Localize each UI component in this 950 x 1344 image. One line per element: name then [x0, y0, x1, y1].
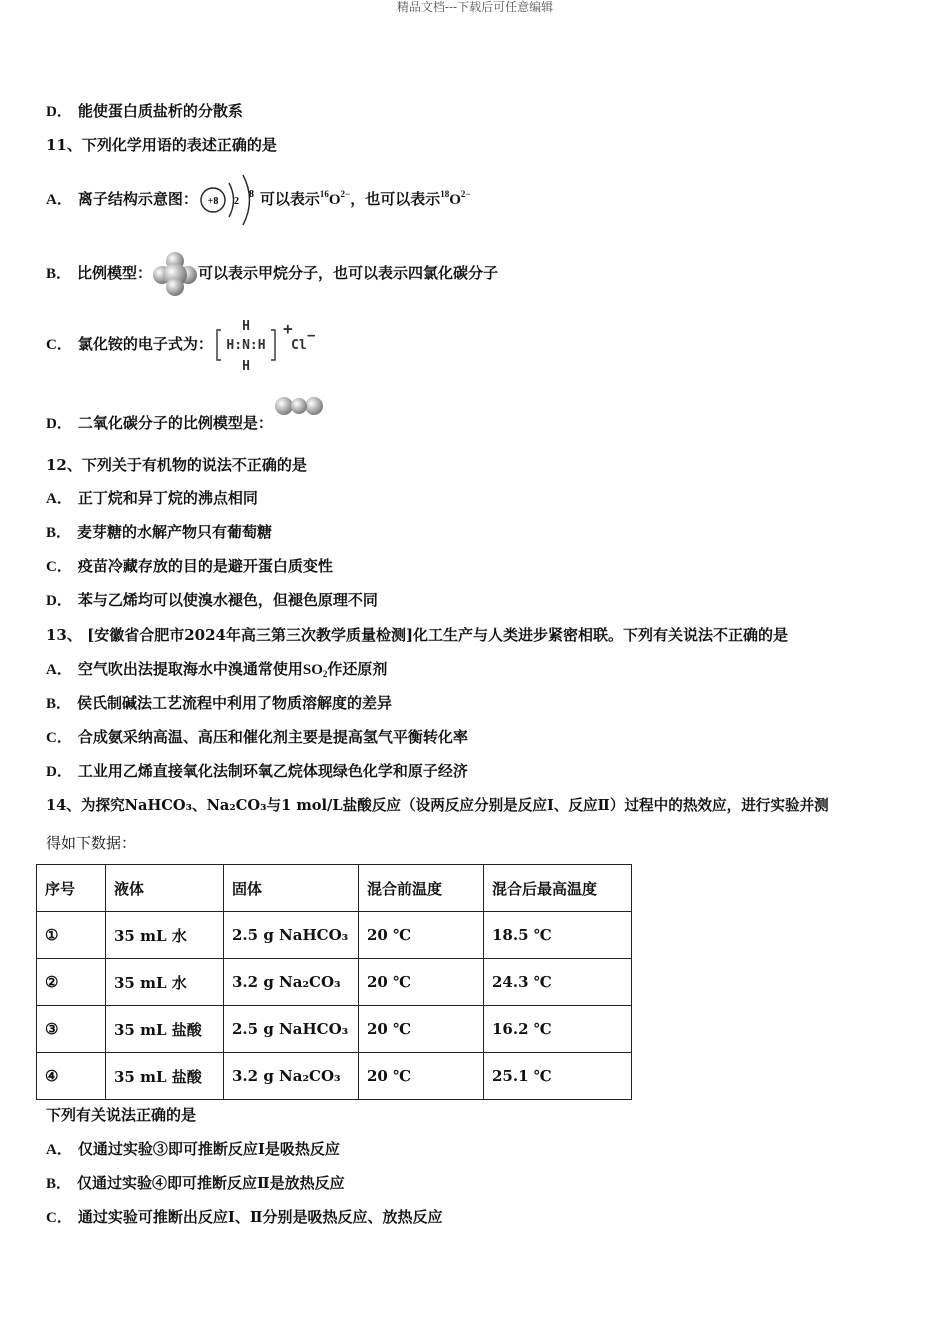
option-text: 能使蛋白质盐析的分散系: [77, 102, 243, 120]
space-filling-model-ch4: [152, 251, 198, 297]
ammonium-chloride-electron-formula: [213, 316, 323, 374]
q12-option-d: D． 苯与乙烯均可以使溴水褪色，但褪色原理不同: [46, 591, 378, 609]
table-header-cell: 固体: [224, 865, 359, 912]
table-cell: 20 ℃: [359, 1006, 484, 1053]
ion-structure-diagram: [198, 169, 260, 231]
option-letter: A．: [46, 192, 72, 208]
svg-text:H:N:H: H:N:H: [226, 338, 266, 353]
table-cell: 20 ℃: [359, 959, 484, 1006]
q14-stem-line1: 14、为探究NaHCO₃、Na₂CO₃与1 mol/L盐酸反应（设两反应分别是反应Ⅰ、反应Ⅱ）过程中的热效应，进行实验并测: [46, 797, 829, 814]
q10-option-d: [46, 100, 243, 123]
page-watermark: 精品文档---下载后可任意编辑: [396, 0, 554, 14]
q13-option-d: D． 工业用乙烯直接氧化法制环氧乙烷体现绿色化学和原子经济: [46, 762, 468, 780]
svg-text:H: H: [241, 319, 250, 334]
table-header-cell: 混合前温度: [359, 865, 484, 912]
q12-option-a: A． 正丁烷和异丁烷的沸点相同: [46, 489, 258, 507]
table-cell: 35 mL 水: [106, 912, 224, 959]
q12-option-c: C． 疫苗冷藏存放的目的是避开蛋白质变性: [46, 557, 333, 575]
table-row: [37, 1006, 632, 1053]
table-row: [37, 959, 632, 1006]
nucleus-charge: +8: [207, 196, 219, 207]
table-row: [37, 1053, 632, 1100]
table-header-cell: 混合后最高温度: [484, 865, 632, 912]
q13-option-c: C． 合成氨采纳高温、高压和催化剂主要是提高氢气平衡转化率: [46, 728, 468, 746]
shell2-electrons: 8: [248, 189, 254, 200]
table-header-cell: 序号: [37, 865, 106, 912]
experiment-data-table: [36, 864, 632, 1100]
space-filling-model-co2: [273, 394, 325, 418]
option-prefix: 离子结构示意图：: [77, 190, 198, 208]
svg-text:Cl: Cl: [290, 338, 307, 353]
q13-option-b: B． 侯氏制碱法工艺流程中利用了物质溶解度的差异: [46, 694, 393, 712]
option-mid: 可以表示: [259, 190, 320, 208]
table-cell: 3.2 g Na₂CO₃: [224, 959, 359, 1006]
q12-stem: 12、下列关于有机物的说法不正确的是: [46, 456, 307, 474]
q11-option-c: C． 氯化铵的电子式为： H H:N:H H + Cl −: [46, 310, 323, 379]
table-cell: ③: [37, 1006, 106, 1053]
option-letter: D．: [46, 104, 72, 120]
table-cell: 3.2 g Na₂CO₃: [224, 1053, 359, 1100]
table-header-row: [37, 865, 632, 912]
q12-option-b: B． 麦芽糖的水解产物只有葡萄糖: [46, 523, 273, 541]
table-cell: 16.2 ℃: [484, 1006, 632, 1053]
q13-option-a: A． 空气吹出法提取海水中溴通常使用$SO_2$作还原剂: [46, 660, 388, 679]
q14-option-b: B． 仅通过实验④即可推断反应Ⅱ是放热反应: [46, 1174, 345, 1192]
shell1-electrons: 2: [233, 196, 239, 207]
q13-stem: 13、 [安徽省合肥市2024年高三第三次教学质量检测]化工生产与人类进步紧密相联。下列有关说法不正确的是: [46, 626, 789, 644]
table-cell: 18.5 ℃: [484, 912, 632, 959]
q11-stem: 11、下列化学用语的表述正确的是: [46, 136, 277, 154]
q11-option-a: A． 离子结构示意图： +8 2 8 可以表示$^{16}O^{2-}$，也可以表示$^{18}O^{2-}$: [46, 163, 471, 231]
table-cell: ④: [37, 1053, 106, 1100]
table-cell: 35 mL 盐酸: [106, 1053, 224, 1100]
q14-stem-line2: 得如下数据：: [46, 834, 137, 852]
table-row: [37, 912, 632, 959]
table-cell: ②: [37, 959, 106, 1006]
svg-text:−: −: [306, 328, 316, 344]
table-cell: 20 ℃: [359, 912, 484, 959]
table-cell: 24.3 ℃: [484, 959, 632, 1006]
q11-option-b: B． 比例模型： 可以表示甲烷分子，也可以表示四氯化碳分子: [46, 248, 498, 299]
q14-question: 下列有关说法正确的是: [46, 1106, 197, 1124]
table-cell: 2.5 g NaHCO₃: [224, 912, 359, 959]
q14-option-c: C． 通过实验可推断出反应Ⅰ、Ⅱ分别是吸热反应、放热反应: [46, 1208, 443, 1226]
table-cell: 2.5 g NaHCO₃: [224, 1006, 359, 1053]
q11-option-d: D． 二氧化碳分子的比例模型是：: [46, 394, 325, 449]
table-cell: 35 mL 水: [106, 959, 224, 1006]
table-header-cell: 液体: [106, 865, 224, 912]
table-cell: 25.1 ℃: [484, 1053, 632, 1100]
table-cell: 35 mL 盐酸: [106, 1006, 224, 1053]
svg-text:+: +: [282, 319, 293, 338]
q14-option-a: A． 仅通过实验③即可推断反应Ⅰ是吸热反应: [46, 1140, 340, 1158]
table-cell: ①: [37, 912, 106, 959]
svg-text:H: H: [241, 359, 250, 374]
table-cell: 20 ℃: [359, 1053, 484, 1100]
